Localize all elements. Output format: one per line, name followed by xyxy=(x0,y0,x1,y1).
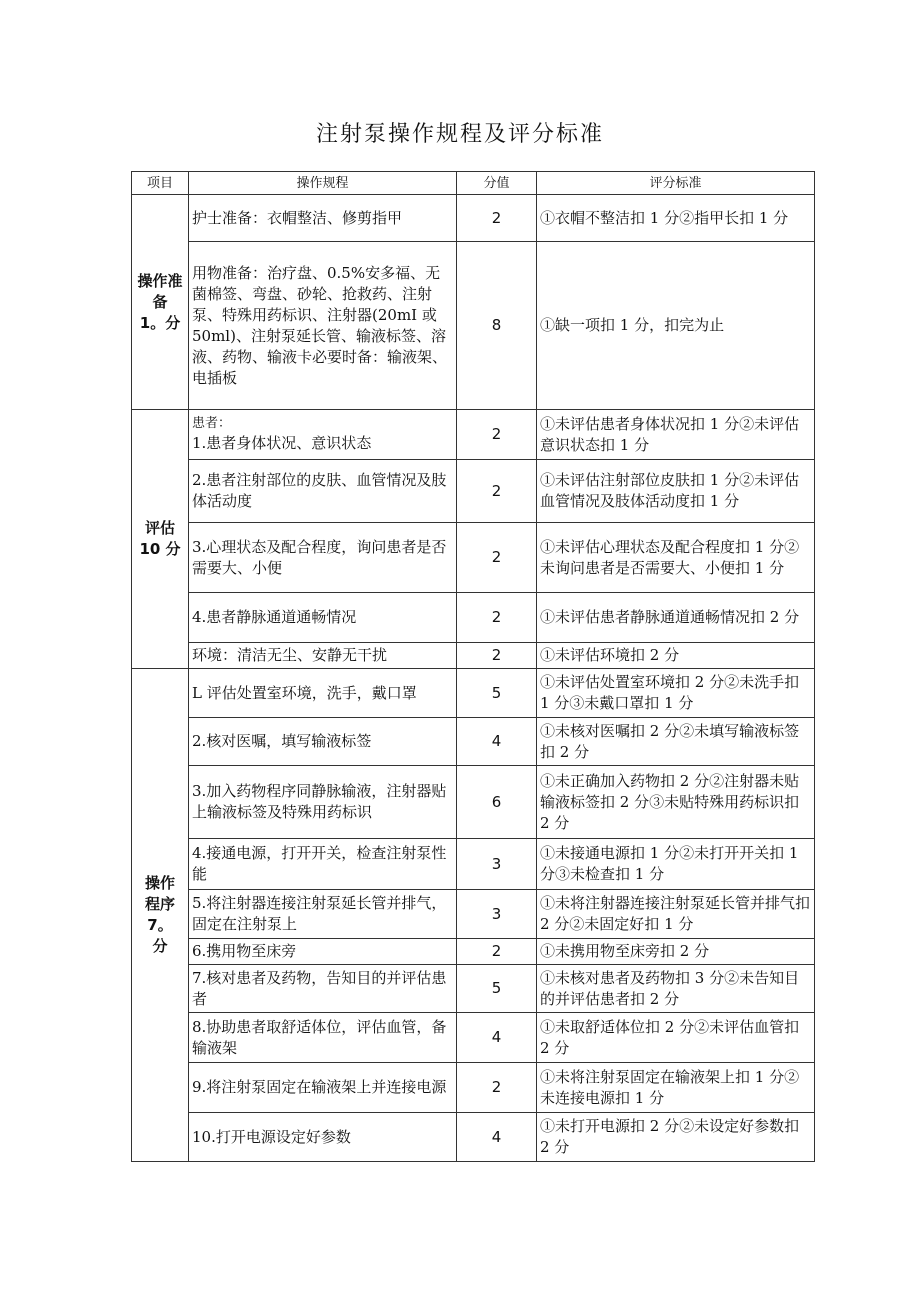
document-title: 注射泵操作规程及评分标准 xyxy=(315,122,604,147)
criteria-cell: ①缺一项扣 1 分，扣完为止 xyxy=(537,242,815,410)
criteria-cell: ①未评估心理状态及配合程度扣 1 分②未询问患者是否需要大、小便扣 1 分 xyxy=(537,523,815,593)
criteria-cell: ①未核对医嘱扣 2 分②未填写输液标签扣 2 分 xyxy=(537,718,815,766)
table-row xyxy=(132,965,815,1013)
procedure-text: 1.患者身体状况、意识状态 xyxy=(192,434,372,452)
table-row xyxy=(132,242,815,410)
table-row xyxy=(132,593,815,643)
table-row xyxy=(132,669,815,718)
table-row xyxy=(132,410,815,460)
table-row xyxy=(132,890,815,939)
table-row xyxy=(132,766,815,839)
table-row xyxy=(132,839,815,890)
procedure-cell: 护士准备：衣帽整洁、修剪指甲 xyxy=(189,195,457,242)
procedure-prefix: 患者： xyxy=(192,416,232,431)
points-cell: 3 xyxy=(457,839,537,890)
table-row xyxy=(132,643,815,669)
table-row xyxy=(132,523,815,593)
criteria-cell: ①未打开电源扣 2 分②未设定好参数扣 2 分 xyxy=(537,1113,815,1162)
procedure-cell: 6.携用物至床旁 xyxy=(189,939,457,965)
points-cell: 4 xyxy=(457,718,537,766)
procedure-cell: 2.核对医嘱，填写输液标签 xyxy=(189,718,457,766)
criteria-cell: ①未评估处置室环境扣 2 分②未洗手扣 1 分③未戴口罩扣 1 分 xyxy=(537,669,815,718)
points-cell: 2 xyxy=(457,460,537,523)
points-cell: 8 xyxy=(457,242,537,410)
points-cell: 6 xyxy=(457,766,537,839)
category-points: 10 分 xyxy=(139,540,181,558)
table-row xyxy=(132,1113,815,1162)
points-cell: 2 xyxy=(457,643,537,669)
criteria-cell: ①未评估注射部位皮肤扣 1 分②未评估血管情况及肢体活动度扣 1 分 xyxy=(537,460,815,523)
table-row xyxy=(132,1013,815,1063)
criteria-cell: ①未取舒适体位扣 2 分②未评估血管扣 2 分 xyxy=(537,1013,815,1063)
category-preparation xyxy=(132,195,189,410)
procedure-cell: 2.患者注射部位的皮肤、血管情况及肢体活动度 xyxy=(189,460,457,523)
criteria-cell: ①衣帽不整洁扣 1 分②指甲长扣 1 分 xyxy=(537,195,815,242)
points-cell: 2 xyxy=(457,939,537,965)
points-cell: 2 xyxy=(457,410,537,460)
procedure-cell: 9.将注射泵固定在输液架上并连接电源 xyxy=(189,1063,457,1113)
points-cell: 2 xyxy=(457,195,537,242)
criteria-cell: ①未评估患者身体状况扣 1 分②未评估意识状态扣 1 分 xyxy=(537,410,815,460)
procedure-cell: 4.接通电源，打开开关，检查注射泵性能 xyxy=(189,839,457,890)
header-criteria: 评分标准 xyxy=(537,172,815,195)
table-row xyxy=(132,460,815,523)
points-cell: 4 xyxy=(457,1113,537,1162)
procedure-cell: 8.协助患者取舒适体位，评估血管，备输液架 xyxy=(189,1013,457,1063)
points-cell: 5 xyxy=(457,669,537,718)
procedure-cell xyxy=(189,410,457,460)
category-points: 1。分 xyxy=(139,313,181,332)
procedure-cell: 3.心理状态及配合程度，询问患者是否需要大、小便 xyxy=(189,523,457,593)
criteria-cell: ①未核对患者及药物扣 3 分②未告知目的并评估患者扣 2 分 xyxy=(537,965,815,1013)
category-label: 评估 xyxy=(144,519,175,537)
points-cell: 3 xyxy=(457,890,537,939)
table-header-row xyxy=(132,172,815,195)
points-cell: 2 xyxy=(457,523,537,593)
procedure-cell: 7.核对患者及药物，告知目的并评估患者 xyxy=(189,965,457,1013)
category-assessment xyxy=(132,410,189,669)
table-row xyxy=(132,195,815,242)
points-cell: 5 xyxy=(457,965,537,1013)
criteria-cell: ①未接通电源扣 1 分②未打开开关扣 1 分③未检查扣 1 分 xyxy=(537,839,815,890)
header-project: 项目 xyxy=(132,172,189,195)
table-row xyxy=(132,718,815,766)
procedure-cell: L 评估处置室环境，洗手，戴口罩 xyxy=(189,669,457,718)
category-procedure xyxy=(132,669,189,1162)
category-label-2: 程序 7。 xyxy=(144,895,175,934)
scoring-table xyxy=(131,171,815,1162)
table-row xyxy=(132,1063,815,1113)
header-procedure: 操作规程 xyxy=(189,172,457,195)
points-cell: 4 xyxy=(457,1013,537,1063)
procedure-cell: 5.将注射器连接注射泵延长管并排气，固定在注射泵上 xyxy=(189,890,457,939)
category-points: 分 xyxy=(152,937,168,955)
criteria-cell: ①未将注射器连接注射泵延长管并排气扣 2 分②未固定好扣 1 分 xyxy=(537,890,815,939)
procedure-cell: 10.打开电源设定好参数 xyxy=(189,1113,457,1162)
procedure-cell: 3.加入药物程序同静脉输液，注射器贴上输液标签及特殊用药标识 xyxy=(189,766,457,839)
criteria-cell: ①未将注射泵固定在输液架上扣 1 分②未连接电源扣 1 分 xyxy=(537,1063,815,1113)
criteria-cell: ①未正确加入药物扣 2 分②注射器未贴输液标签扣 2 分③未贴特殊用药标识扣 2 分 xyxy=(537,766,815,839)
criteria-cell: ①未携用物至床旁扣 2 分 xyxy=(537,939,815,965)
points-cell: 2 xyxy=(457,593,537,643)
table-row xyxy=(132,939,815,965)
criteria-cell: ①未评估患者静脉通道通畅情况扣 2 分 xyxy=(537,593,815,643)
header-points: 分值 xyxy=(457,172,537,195)
criteria-cell: ①未评估环境扣 2 分 xyxy=(537,643,815,669)
category-label: 操作准备 xyxy=(137,271,183,311)
procedure-cell: 用物准备：治疗盘、0.5%安多福、无菌棉签、弯盘、砂轮、抢救药、注射泵、特殊用药标识、注射器(20mI 或 50ml)、注射泵延长管、输液标签、溶液、药物、输液卡必要时备：输液架、电插板 xyxy=(189,242,457,410)
points-cell: 2 xyxy=(457,1063,537,1113)
category-label: 操作 xyxy=(144,874,175,892)
procedure-cell: 4.患者静脉通道通畅情况 xyxy=(189,593,457,643)
procedure-cell: 环境：清洁无尘、安静无干扰 xyxy=(189,643,457,669)
